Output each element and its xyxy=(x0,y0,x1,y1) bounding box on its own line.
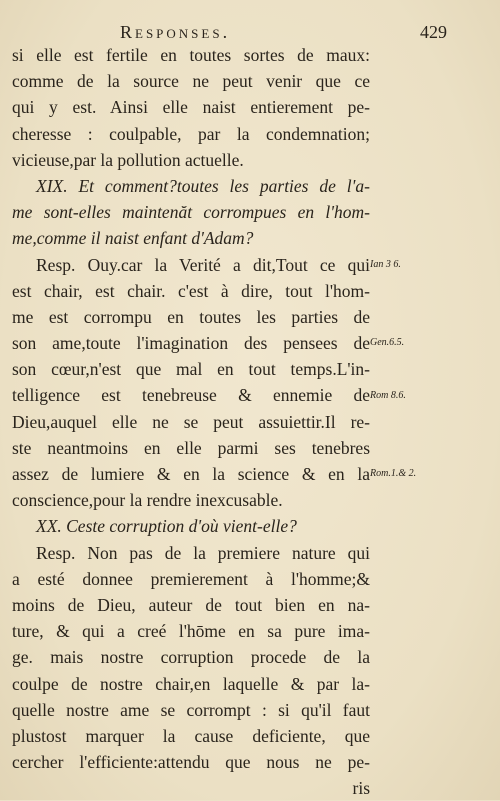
running-head: Responses. xyxy=(120,22,231,42)
question-line: me sont-elles maintenăt corrompues en l'hom- xyxy=(12,202,370,223)
text-line: a esté donnee premierement à l'homme;& xyxy=(12,568,370,589)
margin-note: Gen.6.5. xyxy=(370,337,405,349)
text-line: me est corrompu en toutes les parties de xyxy=(12,306,370,327)
text-line: comme de la source ne peut venir que ce xyxy=(12,71,370,92)
text-line: son cœur,n'est que mal en tout temps.L'in- xyxy=(12,359,370,380)
text-line: cercher l'efficiente:attendu que nous ne pe- xyxy=(12,752,370,773)
question-line: XX. Ceste corruption d'où vient-elle? xyxy=(36,516,297,537)
text-line: moins de Dieu, auteur de tout bien en na- xyxy=(12,594,370,615)
text-line: plustost marquer la cause deficiente, que xyxy=(12,725,370,746)
text-line: son ame,toute l'imagination des pensees de xyxy=(12,333,370,354)
body-text xyxy=(12,42,370,801)
text-line: ste neantmoins en elle parmi ses tenebres xyxy=(12,437,370,458)
question-line: me,comme il naist enfant d'Adam? xyxy=(12,228,254,249)
margin-note: Rom.1.& 2. xyxy=(370,468,417,480)
text-line: quelle nostre ame se corrompt : si qu'il faut xyxy=(12,699,370,720)
question-line: XIX. Et comment?toutes les parties de l'a- xyxy=(36,175,370,196)
catchword: ris xyxy=(352,778,370,799)
text-line: ture, & qui a creé l'hōme en sa pure ima- xyxy=(12,621,370,642)
margin-note: Rom 8.6. xyxy=(370,389,406,401)
text-line: cheresse : coulpable, par la condemnation; xyxy=(12,123,370,144)
text-line: vicieuse,par la pollution actuelle. xyxy=(12,149,244,170)
text-line: Resp. Ouy.car la Verité a dit,Tout ce qui xyxy=(36,254,370,275)
text-line: telligence est tenebreuse & ennemie de xyxy=(12,385,370,406)
text-line: ge. mais nostre corruption procede de la xyxy=(12,647,370,668)
text-line: coulpe de nostre chair,en laquelle & par la- xyxy=(12,673,370,694)
text-line: Dieu,auquel elle ne se peut assuiettir.Il re- xyxy=(12,411,370,432)
text-line: assez de lumiere & en la science & en la xyxy=(12,464,370,484)
text-line: Resp. Non pas de la premiere nature qui xyxy=(36,542,370,563)
margin-note: Ian 3 6. xyxy=(370,258,401,270)
text-line: est chair, est chair. c'est à dire, tout l'hom- xyxy=(12,280,370,301)
text-line: qui y est. Ainsi elle naist entierement pe- xyxy=(12,97,370,118)
page-number: 429 xyxy=(420,22,447,42)
text-line: si elle est fertile en toutes sortes de maux: xyxy=(12,45,370,65)
text-line: conscience,pour la rendre inexcusable. xyxy=(12,490,283,511)
